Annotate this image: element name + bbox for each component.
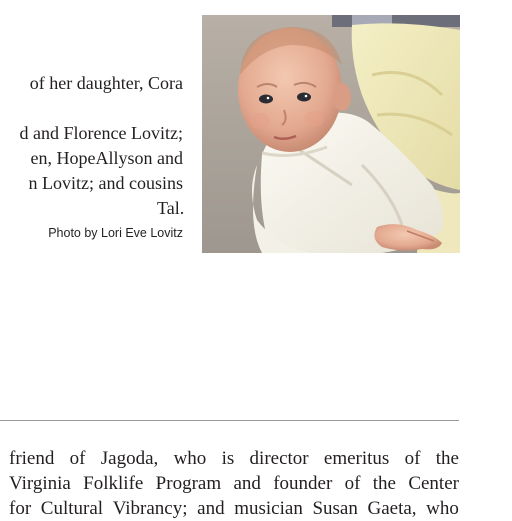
- upper-text-line-1: of her daughter, Cora: [29, 73, 183, 93]
- lower-article-text: [9, 446, 459, 521]
- lower-text-line-3: for Cultural Vibrancy; and musician Susan Gaeta, who: [9, 498, 459, 519]
- upper-text-line-4: n Lovitz; and cousins: [28, 173, 183, 193]
- photo-credit: Photo by Lori Eve Lovitz: [48, 226, 183, 240]
- lower-text-line-2: Virginia Folklife Program and founder of the Center: [9, 473, 459, 494]
- upper-text-line-5: Tal.: [157, 198, 185, 218]
- newborn-baby-photo: [202, 15, 460, 253]
- upper-text-line-3: en, HopeAllyson and: [30, 148, 183, 168]
- section-divider: [0, 420, 459, 421]
- lower-text-line-1: friend of Jagoda, who is director emeritus of the: [9, 448, 459, 469]
- upper-text-line-2: d and Florence Lovitz;: [19, 123, 183, 143]
